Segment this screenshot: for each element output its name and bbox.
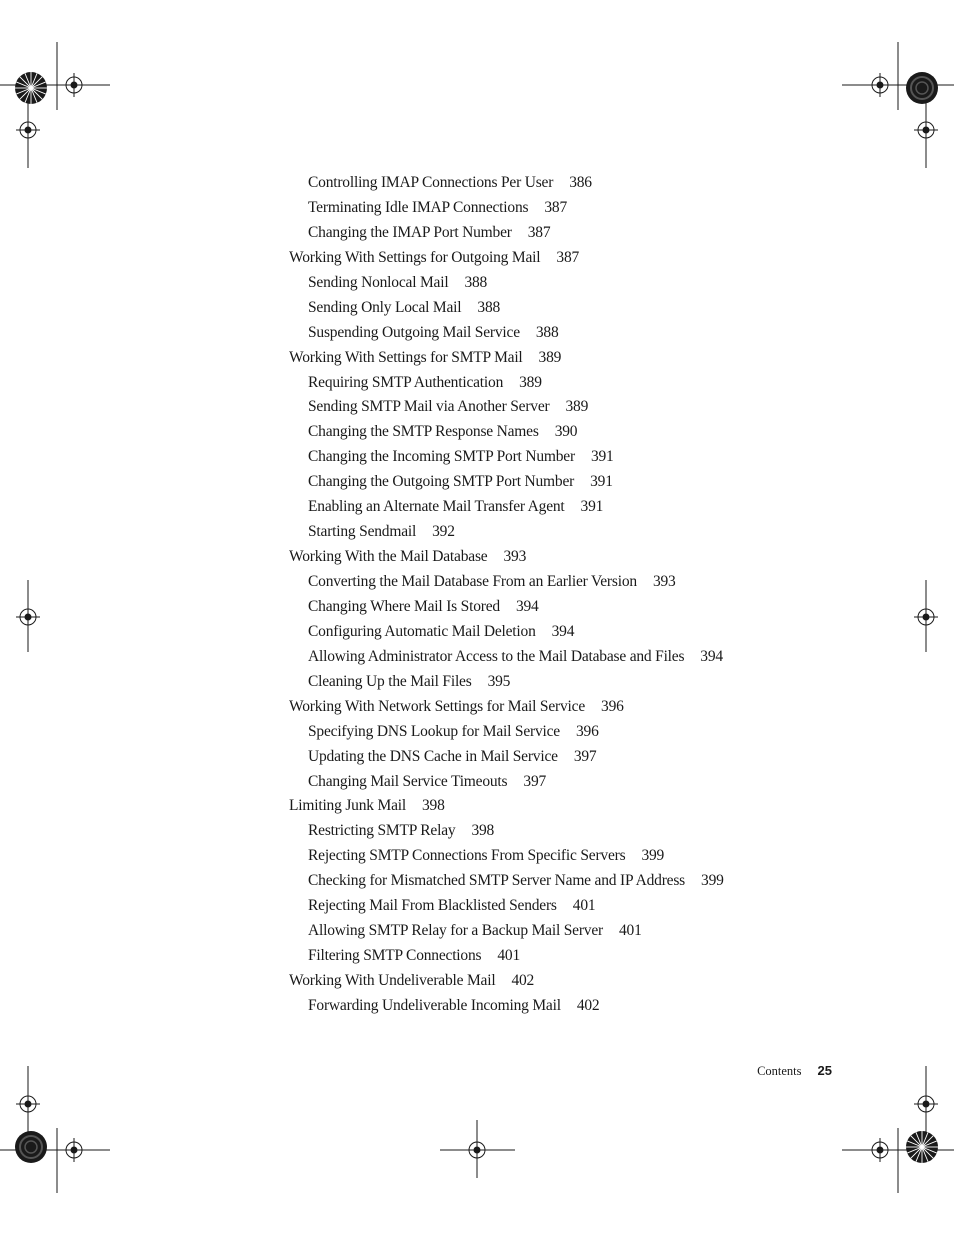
toc-entry-page: 387 — [527, 223, 551, 241]
toc-subsection-entry[interactable] — [289, 644, 849, 669]
toc-entry-title: Changing Where Mail Is Stored — [308, 597, 500, 615]
toc-entry-page: 388 — [464, 273, 488, 291]
toc-section-entry[interactable] — [289, 245, 849, 270]
toc-subsection-entry[interactable] — [289, 669, 849, 694]
toc-entry-title: Starting Sendmail — [308, 523, 417, 541]
toc-entry-page: 401 — [618, 922, 642, 940]
toc-entry-page: 398 — [471, 822, 495, 840]
toc-entry-page: 387 — [544, 198, 567, 216]
toc-entry-title: Changing the Incoming SMTP Port Number — [308, 448, 575, 466]
toc-entry-title: Working With Settings for Outgoing Mail — [289, 248, 541, 266]
toc-entry-title: Controlling IMAP Connections Per User — [308, 174, 554, 191]
table-of-contents — [289, 170, 849, 1018]
toc-entry-title: Allowing SMTP Relay for a Backup Mail Server — [308, 922, 603, 940]
toc-subsection-entry[interactable] — [289, 893, 849, 918]
toc-subsection-entry[interactable] — [289, 220, 849, 245]
toc-entry-title: Filtering SMTP Connections — [308, 947, 482, 965]
toc-entry-page: 393 — [503, 548, 527, 566]
toc-entry-title: Working With Undeliverable Mail — [289, 972, 496, 989]
toc-entry-title: Cleaning Up the Mail Files — [308, 672, 472, 690]
toc-entry-title: Restricting SMTP Relay — [308, 822, 456, 840]
toc-entry-page: 397 — [523, 772, 547, 790]
toc-entry-title: Updating the DNS Cache in Mail Service — [308, 747, 558, 765]
toc-subsection-entry[interactable] — [289, 868, 849, 893]
toc-entry-page: 387 — [556, 248, 580, 266]
toc-entry-title: Checking for Mismatched SMTP Server Name and IP Address — [308, 872, 686, 890]
toc-entry-page: 394 — [700, 647, 723, 665]
toc-subsection-entry[interactable] — [289, 444, 849, 469]
toc-subsection-entry[interactable] — [289, 769, 849, 794]
toc-entry-page: 388 — [535, 323, 559, 341]
toc-subsection-entry[interactable] — [289, 818, 849, 843]
toc-section-entry[interactable] — [289, 968, 849, 993]
toc-subsection-entry[interactable] — [289, 469, 849, 494]
toc-section-entry[interactable] — [289, 793, 849, 818]
toc-entry-title: Forwarding Undeliverable Incoming Mail — [308, 996, 561, 1014]
toc-entry-page: 394 — [515, 597, 539, 615]
page-footer — [600, 1063, 832, 1079]
toc-subsection-entry[interactable] — [289, 519, 849, 544]
toc-entry-page: 393 — [652, 573, 676, 590]
toc-subsection-entry[interactable] — [289, 170, 849, 195]
toc-entry-page: 394 — [551, 622, 575, 640]
toc-entry-page: 402 — [576, 996, 600, 1014]
toc-subsection-entry[interactable] — [289, 195, 849, 220]
toc-entry-page: 389 — [538, 348, 562, 366]
toc-entry-title: Sending SMTP Mail via Another Server — [308, 398, 550, 416]
toc-entry-title: Changing the Outgoing SMTP Port Number — [308, 473, 575, 491]
toc-entry-page: 386 — [569, 174, 592, 191]
toc-subsection-entry[interactable] — [289, 943, 849, 968]
toc-entry-page: 391 — [580, 498, 604, 516]
footer-section-label: Contents — [757, 1064, 802, 1078]
toc-entry-page: 399 — [641, 847, 665, 865]
toc-subsection-entry[interactable] — [289, 993, 849, 1018]
toc-entry-page: 390 — [554, 423, 578, 441]
footer-page-number: 25 — [817, 1063, 832, 1078]
toc-entry-title: Specifying DNS Lookup for Mail Service — [308, 722, 560, 740]
toc-subsection-entry[interactable] — [289, 619, 849, 644]
toc-entry-page: 395 — [487, 672, 511, 690]
toc-entry-title: Enabling an Alternate Mail Transfer Agent — [308, 498, 565, 516]
toc-entry-title: Changing the IMAP Port Number — [308, 223, 512, 241]
toc-entry-title: Limiting Junk Mail — [289, 797, 406, 815]
toc-entry-title: Sending Nonlocal Mail — [308, 273, 449, 291]
toc-subsection-entry[interactable] — [289, 594, 849, 619]
toc-entry-page: 392 — [432, 523, 455, 541]
toc-entry-page: 396 — [601, 697, 624, 715]
toc-subsection-entry[interactable] — [289, 918, 849, 943]
toc-subsection-entry[interactable] — [289, 843, 849, 868]
toc-entry-page: 401 — [572, 897, 596, 915]
toc-entry-page: 391 — [590, 473, 613, 491]
toc-entry-title: Working With Network Settings for Mail Service — [289, 697, 586, 715]
toc-subsection-entry[interactable] — [289, 719, 849, 744]
toc-subsection-entry[interactable] — [289, 569, 849, 594]
toc-entry-page: 389 — [565, 398, 589, 416]
toc-entry-page: 397 — [573, 747, 597, 765]
toc-section-entry[interactable] — [289, 694, 849, 719]
toc-entry-title: Sending Only Local Mail — [308, 298, 462, 316]
toc-section-entry[interactable] — [289, 544, 849, 569]
toc-entry-page: 398 — [421, 797, 445, 815]
toc-subsection-entry[interactable] — [289, 494, 849, 519]
toc-entry-title: Changing the SMTP Response Names — [308, 423, 539, 441]
toc-entry-title: Terminating Idle IMAP Connections — [308, 198, 529, 216]
toc-entry-page: 389 — [519, 373, 542, 391]
toc-subsection-entry[interactable] — [289, 270, 849, 295]
toc-entry-title: Rejecting SMTP Connections From Specific Servers — [308, 847, 626, 865]
toc-entry-title: Rejecting Mail From Blacklisted Senders — [308, 897, 557, 915]
toc-subsection-entry[interactable] — [289, 370, 849, 395]
toc-entry-page: 402 — [511, 972, 535, 989]
toc-entry-title: Requiring SMTP Authentication — [308, 373, 504, 391]
toc-entry-page: 396 — [575, 722, 599, 740]
toc-entry-title: Working With the Mail Database — [289, 548, 488, 566]
toc-entry-title: Allowing Administrator Access to the Mail Database and Files — [308, 647, 685, 665]
toc-entry-title: Configuring Automatic Mail Deletion — [308, 622, 536, 640]
toc-entry-title: Changing Mail Service Timeouts — [308, 772, 508, 790]
toc-subsection-entry[interactable] — [289, 394, 849, 419]
toc-entry-page: 388 — [477, 298, 501, 316]
toc-subsection-entry[interactable] — [289, 744, 849, 769]
toc-subsection-entry[interactable] — [289, 295, 849, 320]
toc-subsection-entry[interactable] — [289, 419, 849, 444]
toc-entry-title: Working With Settings for SMTP Mail — [289, 348, 523, 366]
toc-entry-page: 401 — [497, 947, 521, 965]
toc-entry-title: Converting the Mail Database From an Earlier Version — [308, 573, 637, 590]
toc-entry-page: 391 — [590, 448, 614, 466]
toc-entry-page: 399 — [701, 872, 724, 890]
toc-entry-title: Suspending Outgoing Mail Service — [308, 323, 520, 341]
toc-subsection-entry[interactable] — [289, 320, 849, 345]
toc-section-entry[interactable] — [289, 345, 849, 370]
